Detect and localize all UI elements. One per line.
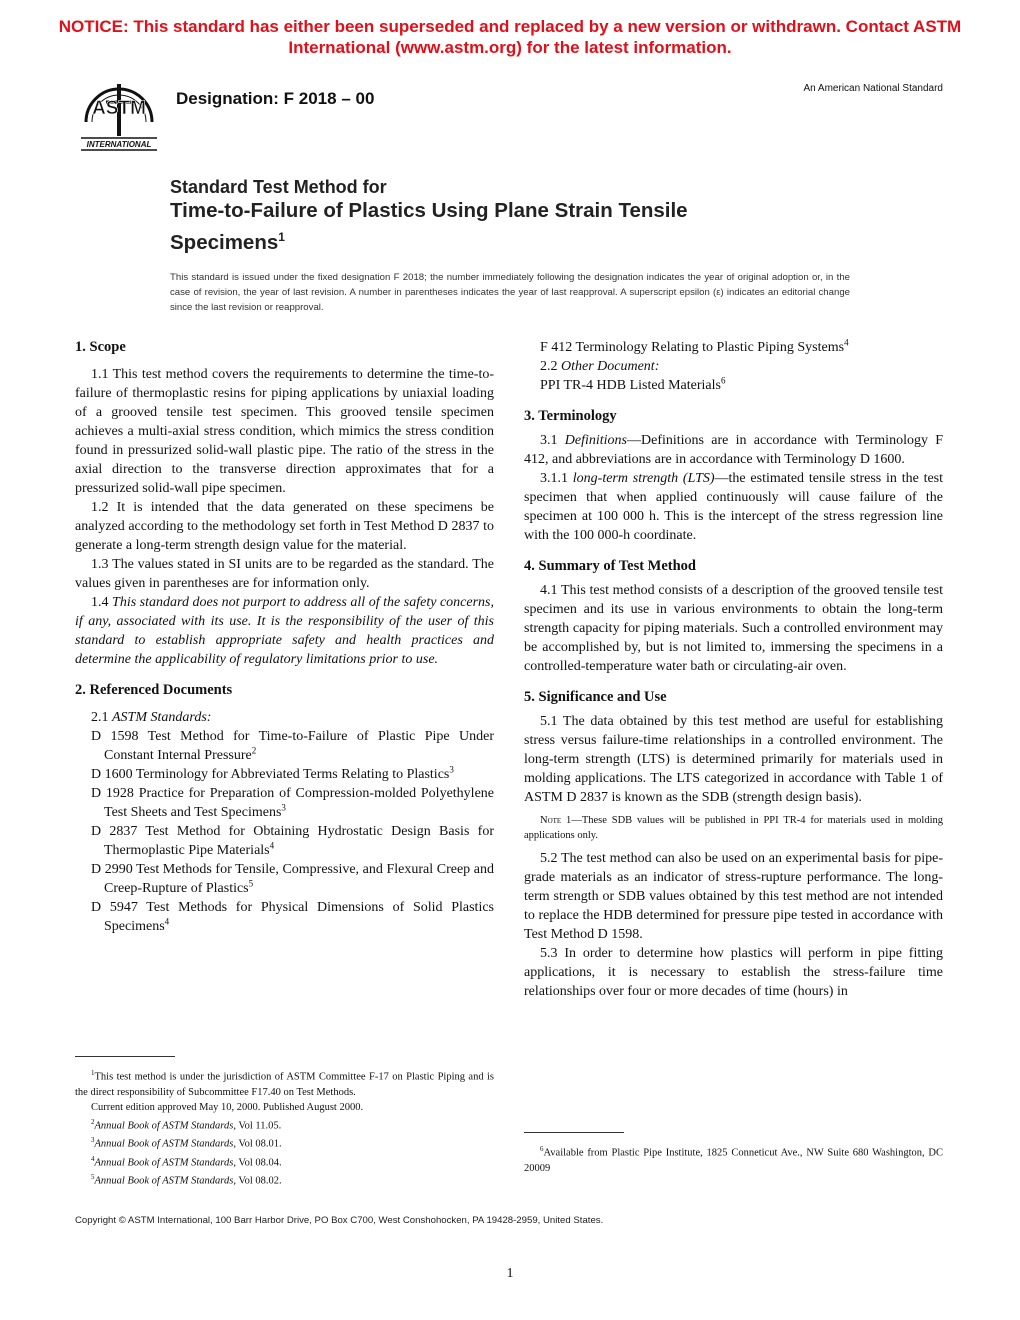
copyright-notice: Copyright © ASTM International, 100 Barr Harbor Drive, PO Box C700, West Conshohocken, PA 19428-2959, United States. bbox=[75, 1215, 604, 1226]
para-3-1: 3.1 Definitions—Definitions are in accordance with Terminology F 412, and abbreviations are in accordance with Terminology D 1600. bbox=[524, 433, 944, 467]
reference-d5947: D 5947 Test Methods for Physical Dimensions of Solid Plastics Specimens$^4$ bbox=[91, 900, 494, 934]
reference-d1598: D 1598 Test Method for Time-to-Failure of Plastic Pipe Under Constant Internal Pressure$^2$ bbox=[91, 729, 494, 763]
note-1: Note 1—These SDB values will be published in PPI TR-4 for materials used in molding applications only. bbox=[524, 815, 943, 841]
reference-d1600: D 1600 Terminology for Abbreviated Terms Relating to Plastics$^3$ bbox=[91, 764, 454, 782]
footnote-1: $^1$This test method is under the jurisdiction of ASTM Committee F-17 on Plastic Piping and is the direct responsibility of Subcommittee F17.40 on Test Methods. bbox=[75, 1069, 494, 1098]
para-2-2: 2.2 Other Document: bbox=[540, 359, 660, 374]
right-column bbox=[524, 338, 943, 1001]
logo-text-astm: ASTM bbox=[92, 98, 146, 119]
reference-d2837: D 2837 Test Method for Obtaining Hydrostatic Design Basis for Thermoplastic Pipe Materials$^4$ bbox=[91, 824, 494, 858]
preamble: This standard is issued under the fixed designation F 2018; the number immediately following the designation indicates the year of original adoption or, in the case of revision, the year of last revision. A number in parentheses indicates the year of last reapproval. A superscript epsilon (ε) indicates an editorial change since the last revision or reapproval. bbox=[170, 272, 850, 313]
astm-logo bbox=[76, 74, 162, 154]
astm-logo-mark bbox=[76, 74, 162, 154]
para-1-1: 1.1 This test method covers the requirements to determine the time-to-failure of thermoplastic resins for piping applications by uniaxial loading of a grooved tensile test specimen. This grooved tensile specimen achieves a multi-axial stress condition, which mimics the stress condition found in pressurized solid-wall plastic pipe. The ratio of the stress in the axial direction to the transverse direction approximates that for a pressurized solid-wall pipe specimen. bbox=[75, 367, 494, 496]
footnote-3: $^3$Annual Book of ASTM Standards, Vol 08.01. bbox=[91, 1136, 282, 1150]
section-3-heading: 3. Terminology bbox=[524, 408, 617, 424]
left-column bbox=[75, 338, 494, 936]
notice-line-2: International (www.astm.org) for the latest information. bbox=[288, 38, 732, 57]
notice-line-1: NOTICE: This standard has either been superseded and replaced by a new version or withdrawn. Contact ASTM bbox=[58, 17, 962, 36]
title-line-2: Time-to-Failure of Plastics Using Plane Strain Tensile bbox=[170, 199, 688, 222]
designation: Designation: F 2018 – 00 bbox=[176, 89, 375, 108]
title-footnote-mark: 1 bbox=[278, 230, 285, 244]
para-4-1: 4.1 This test method consists of a description of the grooved tensile test specimen and its use in various environments to obtain the long-term strength capacity for piping materials. Such a controlled environment may be accomplished by, but is not limited to, immersing the specimens in a controlled-temperature water bath or circulating-air oven. bbox=[524, 583, 943, 674]
para-1-4: 1.4 This standard does not purport to address all of the safety concerns, if any, associated with its use. It is the responsibility of the user of this standard to establish appropriate safety and health practices and determine the applicability of regulatory limitations prior to use. bbox=[75, 595, 494, 667]
footnote-6: $^6$Available from Plastic Pipe Institute, 1825 Conneticut Ave., NW Suite 680 Washington, DC 20009 bbox=[524, 1145, 943, 1174]
footnote-1-current-edition: Current edition approved May 10, 2000. Published August 2000. bbox=[91, 1101, 364, 1113]
section-1-heading: 1. Scope bbox=[75, 339, 126, 355]
page-number: 1 bbox=[506, 1266, 514, 1281]
footnotes-right bbox=[524, 1142, 943, 1176]
para-1-3: 1.3 The values stated in SI units are to be regarded as the standard. The values given in parentheses are for information only. bbox=[75, 557, 494, 591]
title-line-1: Standard Test Method for bbox=[170, 177, 387, 197]
american-national-standard: An American National Standard bbox=[803, 83, 943, 94]
title-line-3: Specimens$^1$ bbox=[170, 230, 285, 254]
para-5-3: 5.3 In order to determine how plastics will perform in pipe fitting applications, it is necessary to establish the stress-failure time relationships over four or more decades of time (hours) in bbox=[524, 946, 943, 999]
reference-f412: F 412 Terminology Relating to Plastic Piping Systems$^4$ bbox=[540, 337, 849, 355]
reference-d2990: D 2990 Test Methods for Tensile, Compressive, and Flexural Creep and Creep-Rupture of Plastics$^5$ bbox=[91, 862, 494, 896]
withdrawal-notice bbox=[40, 16, 980, 58]
reference-ppi-tr4: PPI TR-4 HDB Listed Materials$^6$ bbox=[540, 375, 726, 393]
section-5-heading: 5. Significance and Use bbox=[524, 689, 667, 705]
document-title bbox=[170, 176, 870, 256]
footnote-rule-right bbox=[524, 1132, 624, 1133]
para-3-1-1: 3.1.1 long-term strength (LTS)—the estimated tensile stress in the test specimen that when applied continuously will cause failure of the specimen at 100 000 h. This is the intercept of the stress regression line with the 100 000-h coordinate. bbox=[524, 471, 944, 543]
para-5-1: 5.1 The data obtained by this test method are useful for establishing stress versus failure-time relationships in a controlled environment. The long-term strength (LTS) is determined primarily for materials used in molding applications. The LTS categorized in accordance with Table 1 of ASTM D 2837 is known as the SDB (strength design basis). bbox=[524, 714, 943, 805]
footnote-4: $^4$Annual Book of ASTM Standards, Vol 08.04. bbox=[91, 1154, 282, 1168]
logo-text-international: INTERNATIONAL bbox=[86, 140, 152, 149]
footnotes-left bbox=[75, 1066, 494, 1189]
footnote-2: $^2$Annual Book of ASTM Standards, Vol 11.05. bbox=[91, 1117, 282, 1131]
para-1-2: 1.2 It is intended that the data generated on these specimens be analyzed according to the methodology set forth in Test Method D 2837 to generate a long-term strength design value for the material. bbox=[75, 500, 494, 553]
section-2-heading: 2. Referenced Documents bbox=[75, 682, 233, 698]
para-2-1: 2.1 ASTM Standards: bbox=[91, 710, 212, 725]
para-5-2: 5.2 The test method can also be used on an experimental basis for pipe-grade materials as an indicator of stress-rupture performance. The long-term strength or SDB values obtained by this test method are not intended to replace the HDB determined for pressure pipe tested in accordance with Test Method D 1598. bbox=[524, 851, 943, 942]
footnote-5: $^5$Annual Book of ASTM Standards, Vol 08.02. bbox=[91, 1173, 282, 1187]
reference-d1928: D 1928 Practice for Preparation of Compression-molded Polyethylene Test Sheets and Test Specimens$^3$ bbox=[91, 786, 494, 820]
section-4-heading: 4. Summary of Test Method bbox=[524, 558, 696, 574]
footnote-rule-left bbox=[75, 1056, 175, 1057]
